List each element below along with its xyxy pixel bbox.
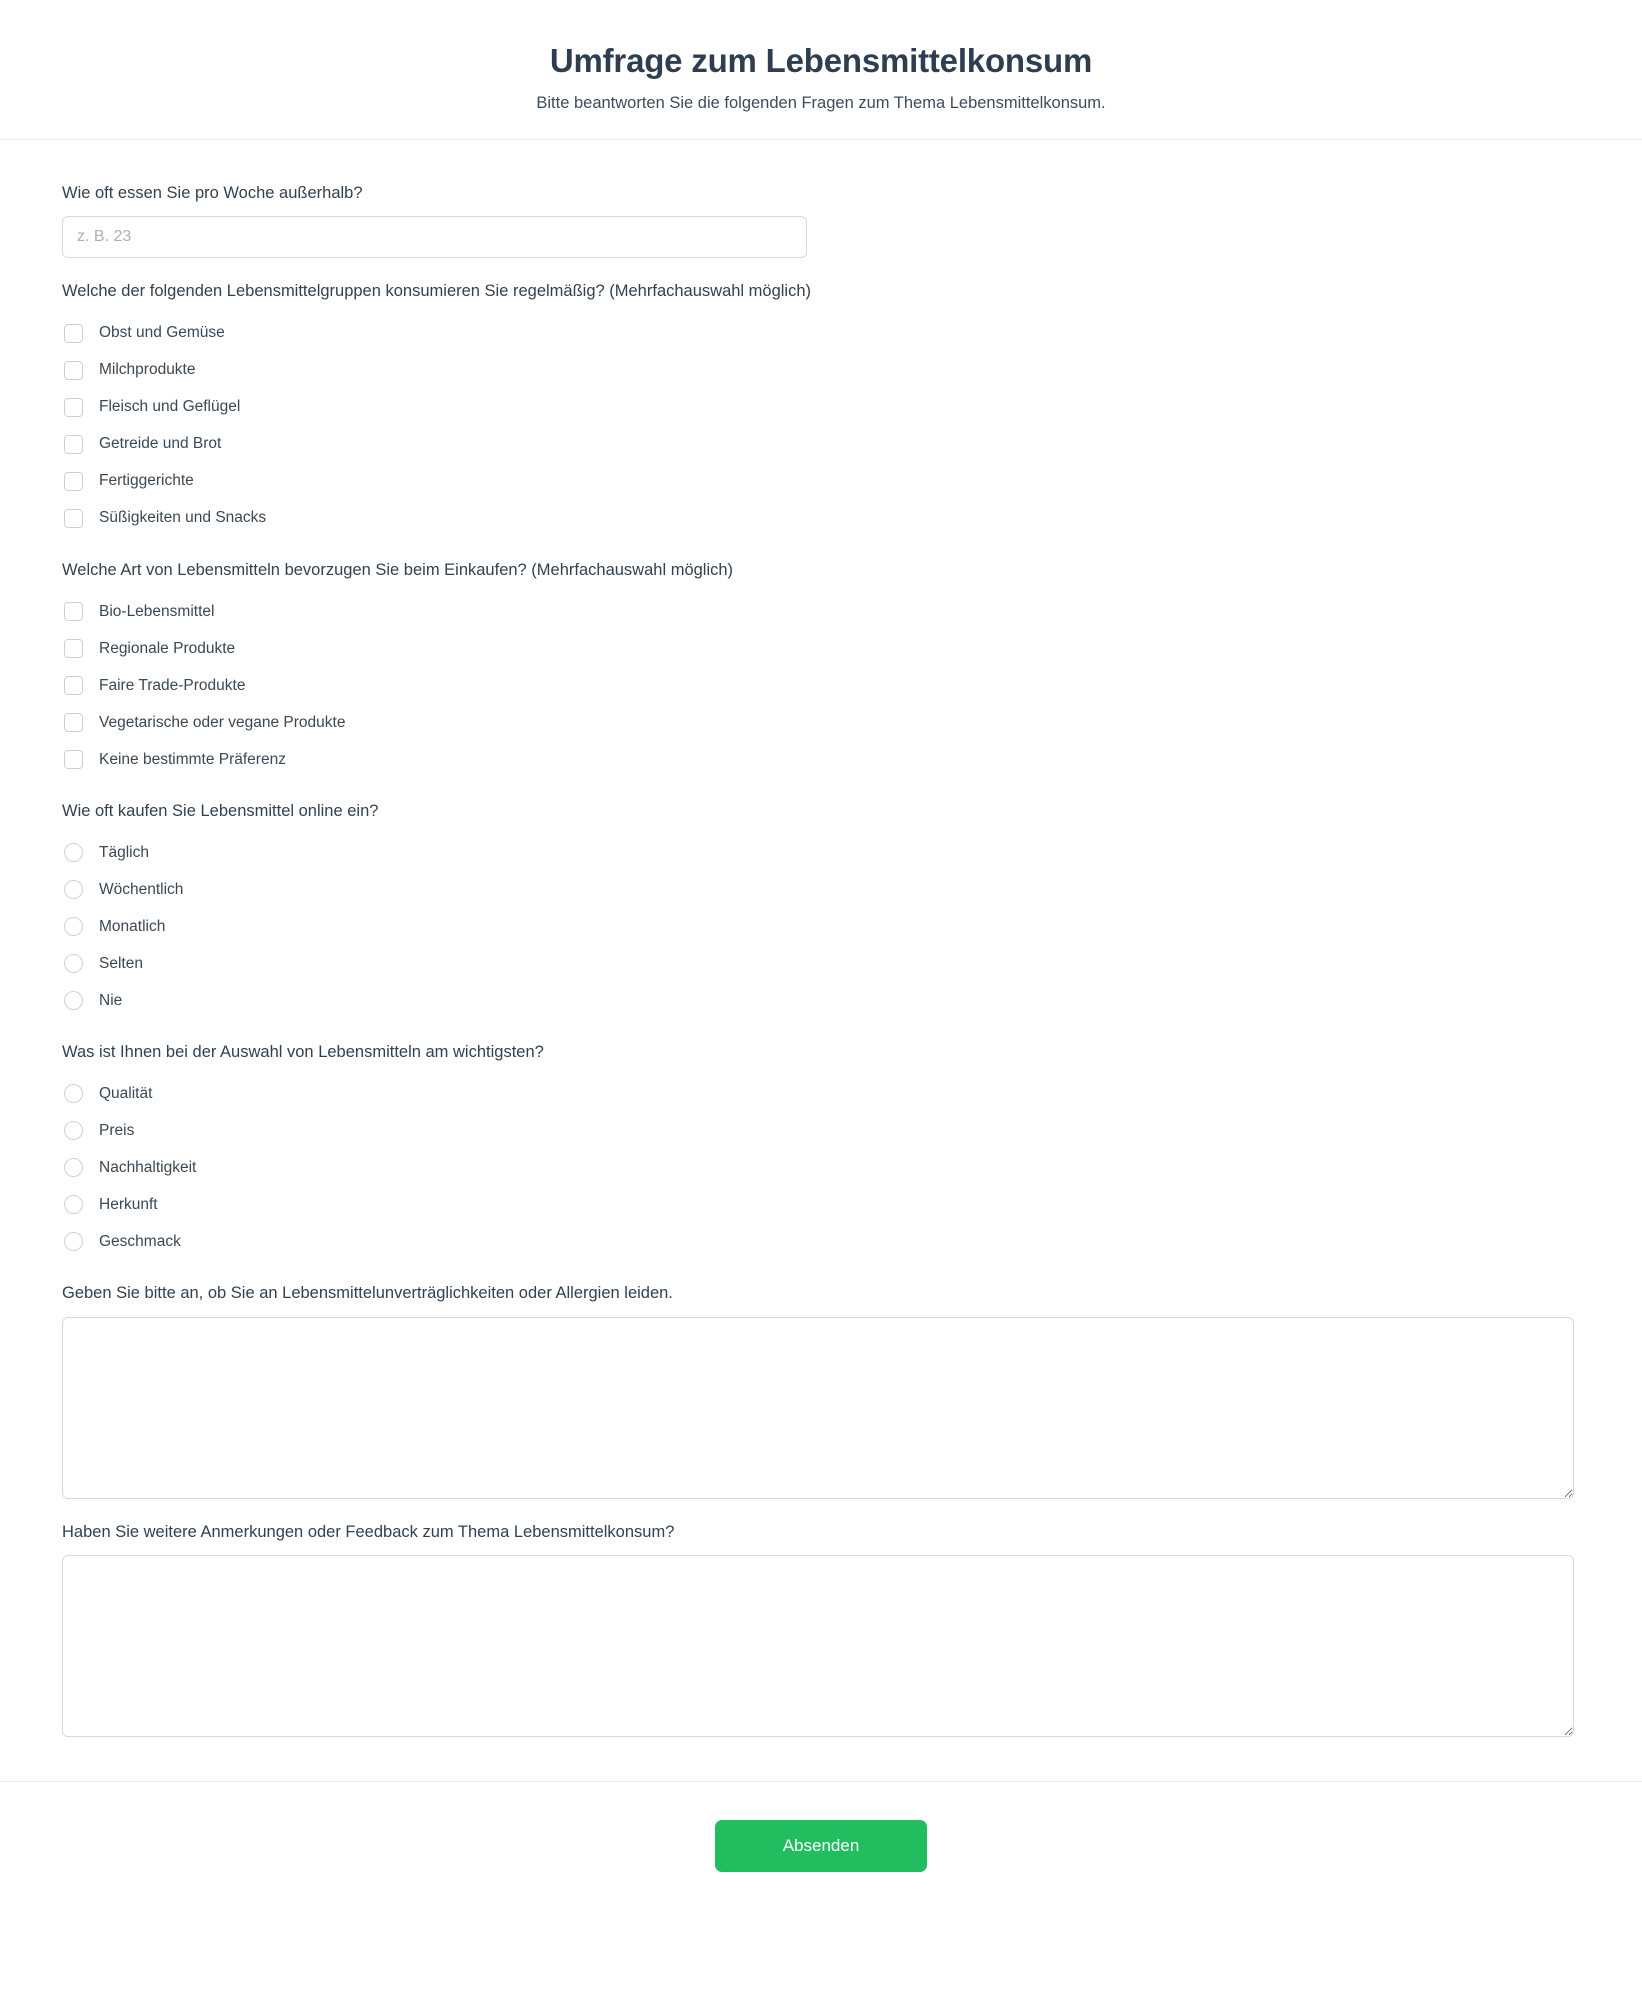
option-label: Getreide und Brot bbox=[99, 435, 222, 453]
option-label: Keine bestimmte Präferenz bbox=[99, 750, 286, 768]
option-label: Nachhaltigkeit bbox=[99, 1159, 197, 1177]
checkbox-icon[interactable] bbox=[64, 472, 83, 491]
radio-option[interactable] bbox=[62, 945, 1580, 982]
checkbox-icon[interactable] bbox=[64, 435, 83, 454]
checkbox-icon[interactable] bbox=[64, 509, 83, 528]
question-online-frequency bbox=[62, 800, 1580, 1019]
radio-icon[interactable] bbox=[64, 843, 83, 862]
radio-icon[interactable] bbox=[64, 954, 83, 973]
radio-icon[interactable] bbox=[64, 1195, 83, 1214]
checkbox-option[interactable] bbox=[62, 741, 1580, 778]
page-title: Umfrage zum Lebensmittelkonsum bbox=[549, 42, 1093, 79]
question-food-preferences bbox=[62, 559, 1580, 778]
question-allergies bbox=[62, 1282, 1580, 1498]
option-label: Bio-Lebensmittel bbox=[99, 602, 215, 620]
option-label: Selten bbox=[99, 954, 143, 972]
option-label: Monatlich bbox=[99, 917, 166, 935]
checkbox-icon[interactable] bbox=[64, 398, 83, 417]
radio-option[interactable] bbox=[62, 1223, 1580, 1260]
question-most-important bbox=[62, 1041, 1580, 1260]
checkbox-option[interactable] bbox=[62, 315, 1580, 352]
radio-option[interactable] bbox=[62, 1149, 1580, 1186]
checkbox-option[interactable] bbox=[62, 426, 1580, 463]
feedback-textarea[interactable] bbox=[62, 1555, 1574, 1737]
option-label: Vegetarische oder vegane Produkte bbox=[99, 713, 346, 731]
checkbox-option[interactable] bbox=[62, 500, 1580, 537]
checkbox-option[interactable] bbox=[62, 352, 1580, 389]
option-label: Herkunft bbox=[99, 1196, 158, 1214]
question-label: Wie oft essen Sie pro Woche außerhalb? bbox=[62, 184, 363, 202]
question-feedback bbox=[62, 1521, 1580, 1737]
checkbox-icon[interactable] bbox=[64, 324, 83, 343]
option-label: Geschmack bbox=[99, 1233, 181, 1251]
radio-icon[interactable] bbox=[64, 917, 83, 936]
allergies-textarea[interactable] bbox=[62, 1317, 1574, 1499]
question-label: Welche der folgenden Lebensmittelgruppen konsumieren Sie regelmäßig? (Mehrfachauswahl möglich) bbox=[62, 282, 812, 301]
form-footer bbox=[0, 1781, 1642, 1918]
question-eat-out-frequency bbox=[62, 182, 1580, 258]
checkbox-option[interactable] bbox=[62, 389, 1580, 426]
checkbox-icon[interactable] bbox=[64, 361, 83, 380]
radio-icon[interactable] bbox=[64, 1084, 83, 1103]
option-label: Süßigkeiten und Snacks bbox=[99, 509, 267, 527]
checkbox-option[interactable] bbox=[62, 704, 1580, 741]
option-label: Obst und Gemüse bbox=[99, 324, 225, 342]
radio-option[interactable] bbox=[62, 982, 1580, 1019]
form-body bbox=[0, 140, 1642, 1755]
checkbox-option[interactable] bbox=[62, 593, 1580, 630]
form-header bbox=[0, 0, 1642, 140]
radio-option[interactable] bbox=[62, 834, 1580, 871]
option-label: Fertiggerichte bbox=[99, 472, 194, 490]
option-label: Milchprodukte bbox=[99, 361, 196, 379]
checkbox-icon[interactable] bbox=[64, 639, 83, 658]
eat-out-frequency-input[interactable] bbox=[62, 216, 807, 258]
radio-icon[interactable] bbox=[64, 991, 83, 1010]
question-label: Welche Art von Lebensmitteln bevorzugen Sie beim Einkaufen? (Mehrfachauswahl möglich) bbox=[62, 560, 734, 579]
checkbox-icon[interactable] bbox=[64, 713, 83, 732]
radio-option[interactable] bbox=[62, 1112, 1580, 1149]
radio-icon[interactable] bbox=[64, 880, 83, 899]
option-label: Wöchentlich bbox=[99, 880, 184, 898]
option-label: Nie bbox=[99, 991, 123, 1009]
radio-option[interactable] bbox=[62, 1186, 1580, 1223]
question-label: Haben Sie weitere Anmerkungen oder Feedback zum Thema Lebensmittelkonsum? bbox=[62, 1522, 675, 1541]
radio-option[interactable] bbox=[62, 1075, 1580, 1112]
question-label: Wie oft kaufen Sie Lebensmittel online ein? bbox=[62, 801, 379, 820]
question-label: Geben Sie bitte an, ob Sie an Lebensmittelunverträglichkeiten oder Allergien leiden. bbox=[62, 1284, 673, 1303]
radio-icon[interactable] bbox=[64, 1121, 83, 1140]
question-label: Was ist Ihnen bei der Auswahl von Lebensmitteln am wichtigsten? bbox=[62, 1043, 544, 1062]
radio-icon[interactable] bbox=[64, 1158, 83, 1177]
submit-button[interactable]: Absenden bbox=[715, 1820, 927, 1872]
radio-icon[interactable] bbox=[64, 1232, 83, 1251]
option-label: Faire Trade-Produkte bbox=[99, 676, 246, 694]
question-food-groups bbox=[62, 280, 1580, 536]
checkbox-option[interactable] bbox=[62, 630, 1580, 667]
radio-option[interactable] bbox=[62, 908, 1580, 945]
checkbox-option[interactable] bbox=[62, 667, 1580, 704]
radio-option[interactable] bbox=[62, 871, 1580, 908]
option-label: Regionale Produkte bbox=[99, 639, 236, 657]
page-subtitle: Bitte beantworten Sie die folgenden Fragen zum Thema Lebensmittelkonsum. bbox=[536, 94, 1106, 112]
checkbox-option[interactable] bbox=[62, 463, 1580, 500]
option-label: Fleisch und Geflügel bbox=[99, 398, 241, 416]
checkbox-icon[interactable] bbox=[64, 750, 83, 769]
checkbox-icon[interactable] bbox=[64, 676, 83, 695]
option-label: Preis bbox=[99, 1122, 135, 1140]
checkbox-icon[interactable] bbox=[64, 602, 83, 621]
option-label: Qualität bbox=[99, 1085, 153, 1103]
option-label: Täglich bbox=[99, 843, 149, 861]
